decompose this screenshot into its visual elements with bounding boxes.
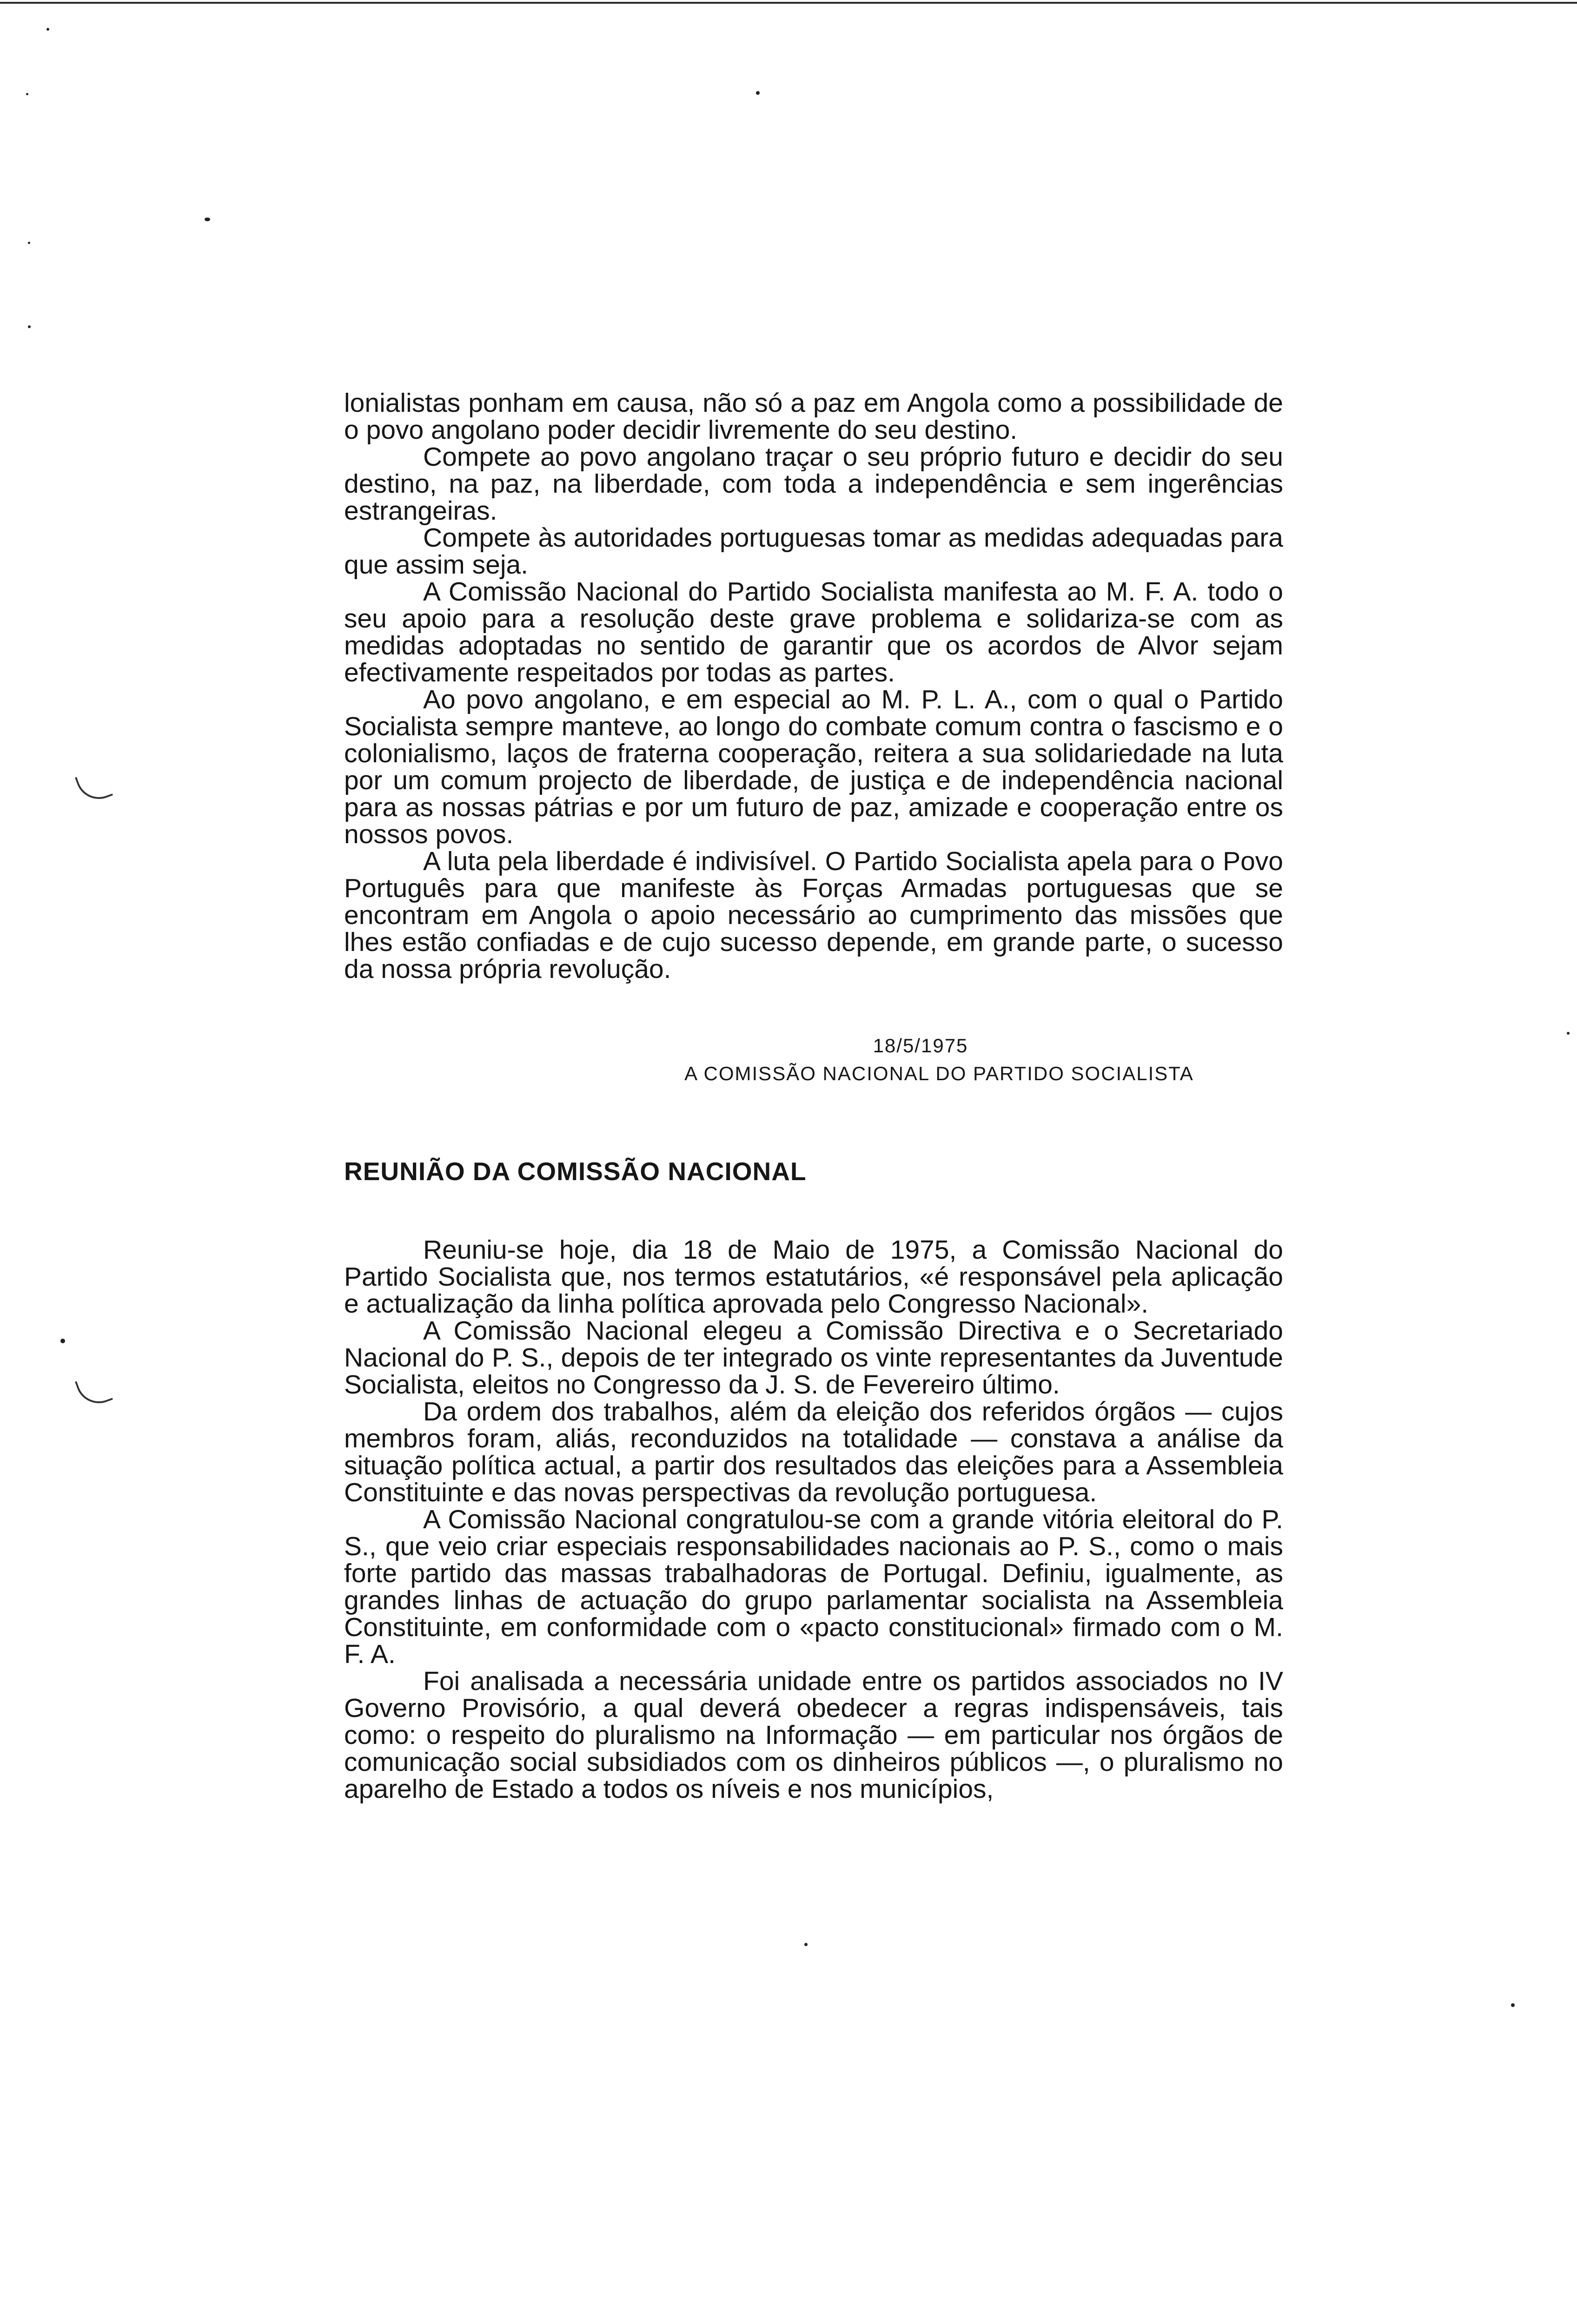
paragraph: Foi analisada a necessária unidade entre os partidos associados no IV Governo Provisório, a qual deverá obedecer a regras indispensáveis, tais como: o respeito do pluralismo na Informação — em particular nos órgãos de comunicação social subsidiados com os dinheiros públicos —, o pluralismo no aparelho de Estado a todos os níveis e nos municípios, [344, 1666, 1283, 1804]
scan-speck [804, 1943, 808, 1946]
paragraph: Da ordem dos trabalhos, além da eleição dos referidos órgãos — cujos membros foram, aliás, reconduzidos na totalidade — constava a análise da situação política actual, a partir dos resultados das eleições para a Assembleia Constituinte e das novas perspectivas da revolução portuguesa. [344, 1397, 1283, 1507]
section-heading: REUNIÃO DA COMISSÃO NACIONAL [344, 1157, 807, 1186]
page-top-border [0, 2, 1577, 4]
scan-speck [1511, 2003, 1515, 2007]
paragraph: A Comissão Nacional do Partido Socialista manifesta ao M. F. A. todo o seu apoio para a resolução deste grave problema e solidariza-se com as medidas adoptadas no sentido de garantir que os acordos de Alvor sejam efectivamente respeitados por todas as partes. [344, 577, 1283, 687]
section-body [344, 1236, 1283, 1802]
scan-speck [205, 218, 210, 221]
scan-speck [756, 91, 760, 95]
paragraph: A luta pela liberdade é indivisível. O Partido Socialista apela para o Povo Português para que manifeste às Forças Armadas portuguesas que se encontram em Angola o apoio necessário ao cumprimento das missões que lhes estão confiadas e de cujo sucesso depende, em grande parte, o sucesso da nossa própria revolução. [344, 846, 1283, 984]
paragraph: A Comissão Nacional congratulou-se com a grande vitória eleitoral do P. S., que veio criar especiais responsabilidades nacionais ao P. S., como o mais forte partido das massas trabalhadoras de Portugal. Definiu, igualmente, as grandes linhas de actuação do grupo parlamentar socialista na Assembleia Constituinte, em conformidade com o «pacto constitucional» firmado com o M. F. A. [344, 1505, 1283, 1669]
signature-date: 18/5/1975 [873, 1035, 968, 1056]
paragraph: Ao povo angolano, e em especial ao M. P. L. A., com o qual o Partido Socialista sempre manteve, ao longo do combate comum contra o fascismo e o colonialismo, laços de fraterna cooperação, reitera a sua solidariedade na luta por um comum projecto de liberdade, de justiça e de independência nacional para as nossas pátrias e por um futuro de paz, amizade e cooperação entre os nossos povos. [344, 685, 1283, 849]
scan-speck [46, 28, 49, 31]
paragraph: lonialistas ponham em causa, não só a paz em Angola como a possibilidade de o povo angolano poder decidir livremente do seu destino. [344, 388, 1283, 445]
paragraph: Compete ao povo angolano traçar o seu próprio futuro e decidir do seu destino, na paz, na liberdade, com toda a independência e sem ingerências estrangeiras. [344, 442, 1283, 526]
signature-signatory: A COMISSÃO NACIONAL DO PARTIDO SOCIALISTA [684, 1063, 1194, 1084]
scan-speck [28, 242, 30, 244]
scan-bracket-mark [75, 1372, 113, 1410]
scan-bracket-mark [75, 767, 113, 805]
scan-speck [60, 1339, 65, 1343]
scan-speck [1567, 1032, 1570, 1035]
paragraph: A Comissão Nacional elegeu a Comissão Directiva e o Secretariado Nacional do P. S., depois de ter integrado os vinte representantes da Juventude Socialista, eleitos no Congresso da J. S. de Fevereiro último. [344, 1316, 1283, 1400]
scan-speck [26, 93, 28, 95]
paragraph: Reuniu-se hoje, dia 18 de Maio de 1975, a Comissão Nacional do Partido Socialista que, nos termos estatutários, «é responsável pela aplicação e actualização da linha política aprovada pelo Congresso Nacional». [344, 1235, 1283, 1319]
continuation-text [344, 390, 1283, 983]
paragraph: Compete às autoridades portuguesas tomar as medidas adequadas para que assim seja. [344, 523, 1283, 580]
scan-speck [28, 325, 31, 328]
